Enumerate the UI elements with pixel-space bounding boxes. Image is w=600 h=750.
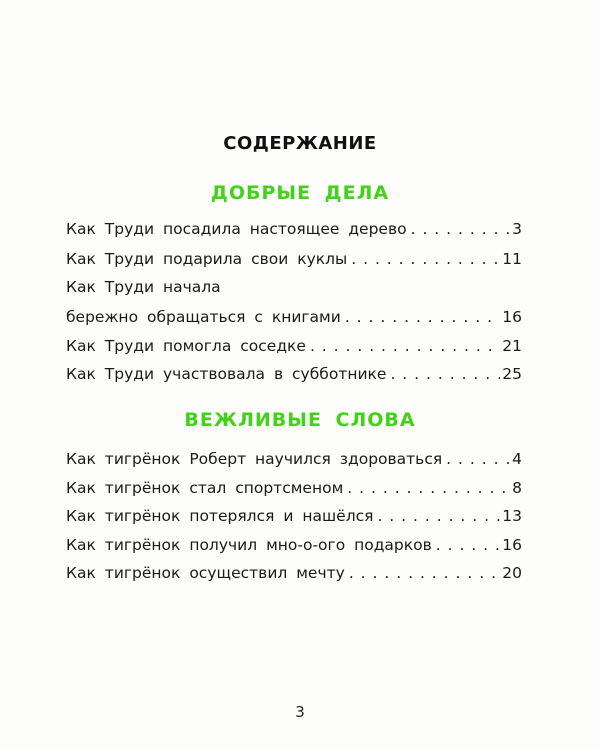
toc-entry-title: Как тигрёнок получил мно-о-ого подарков — [66, 536, 432, 554]
dot-leader — [436, 536, 501, 554]
dot-leader — [390, 365, 500, 383]
toc-entry-title: бережно обращаться с книгами — [66, 308, 341, 326]
toc-entry — [66, 536, 522, 558]
dot-leader — [411, 220, 510, 238]
dot-leader — [347, 479, 510, 497]
toc-entry — [66, 250, 522, 272]
toc-entry-page: 4 — [512, 450, 522, 468]
dot-leader — [310, 337, 500, 355]
toc-entry-page: 16 — [502, 308, 522, 326]
toc-entry — [66, 278, 522, 300]
toc-entry-title: Как Труди начала — [66, 278, 221, 296]
toc-entry-page: 16 — [502, 536, 522, 554]
dot-leader — [446, 450, 510, 468]
toc-entry — [66, 337, 522, 359]
page-number: 3 — [295, 703, 305, 721]
toc-entry-page: 20 — [502, 564, 522, 582]
toc-entry — [66, 308, 522, 330]
toc-entry — [66, 365, 522, 387]
toc-entry-page: 8 — [512, 479, 522, 497]
toc-entry-page: 21 — [502, 337, 522, 355]
dot-leader — [351, 250, 500, 268]
toc-entry — [66, 564, 522, 586]
toc-entry — [66, 479, 522, 501]
dot-leader — [349, 564, 500, 582]
toc-entry — [66, 507, 522, 529]
toc-entry-title: Как тигрёнок стал спортсменом — [66, 479, 344, 497]
toc-entry-title: Как Труди помогла соседке — [66, 337, 306, 355]
toc-entry-page: 3 — [512, 220, 522, 238]
toc-entry-title: Как тигрёнок осуществил мечту — [66, 564, 345, 582]
toc-entry-page: 25 — [502, 365, 522, 383]
contents-title: СОДЕРЖАНИЕ — [223, 133, 377, 154]
toc-entry-title: Как тигрёнок Роберт научился здороваться — [66, 450, 443, 468]
dot-leader — [345, 308, 500, 326]
section-heading-good-deeds: ДОБРЫЕ ДЕЛА — [210, 182, 390, 204]
dot-leader — [377, 507, 500, 525]
section-heading-polite-words: ВЕЖЛИВЫЕ СЛОВА — [184, 409, 416, 431]
toc-entry-title: Как Труди посадила настоящее дерево — [66, 220, 407, 238]
toc-entry-page: 13 — [502, 507, 522, 525]
toc-entry-title: Как тигрёнок потерялся и нашёлся — [66, 507, 374, 525]
toc-entry-title: Как Труди участвовала в субботнике — [66, 365, 387, 383]
toc-entry-page: 11 — [502, 250, 522, 268]
toc-entry — [66, 450, 522, 472]
toc-entry-title: Как Труди подарила свои куклы — [66, 250, 348, 268]
toc-entry — [66, 220, 522, 242]
